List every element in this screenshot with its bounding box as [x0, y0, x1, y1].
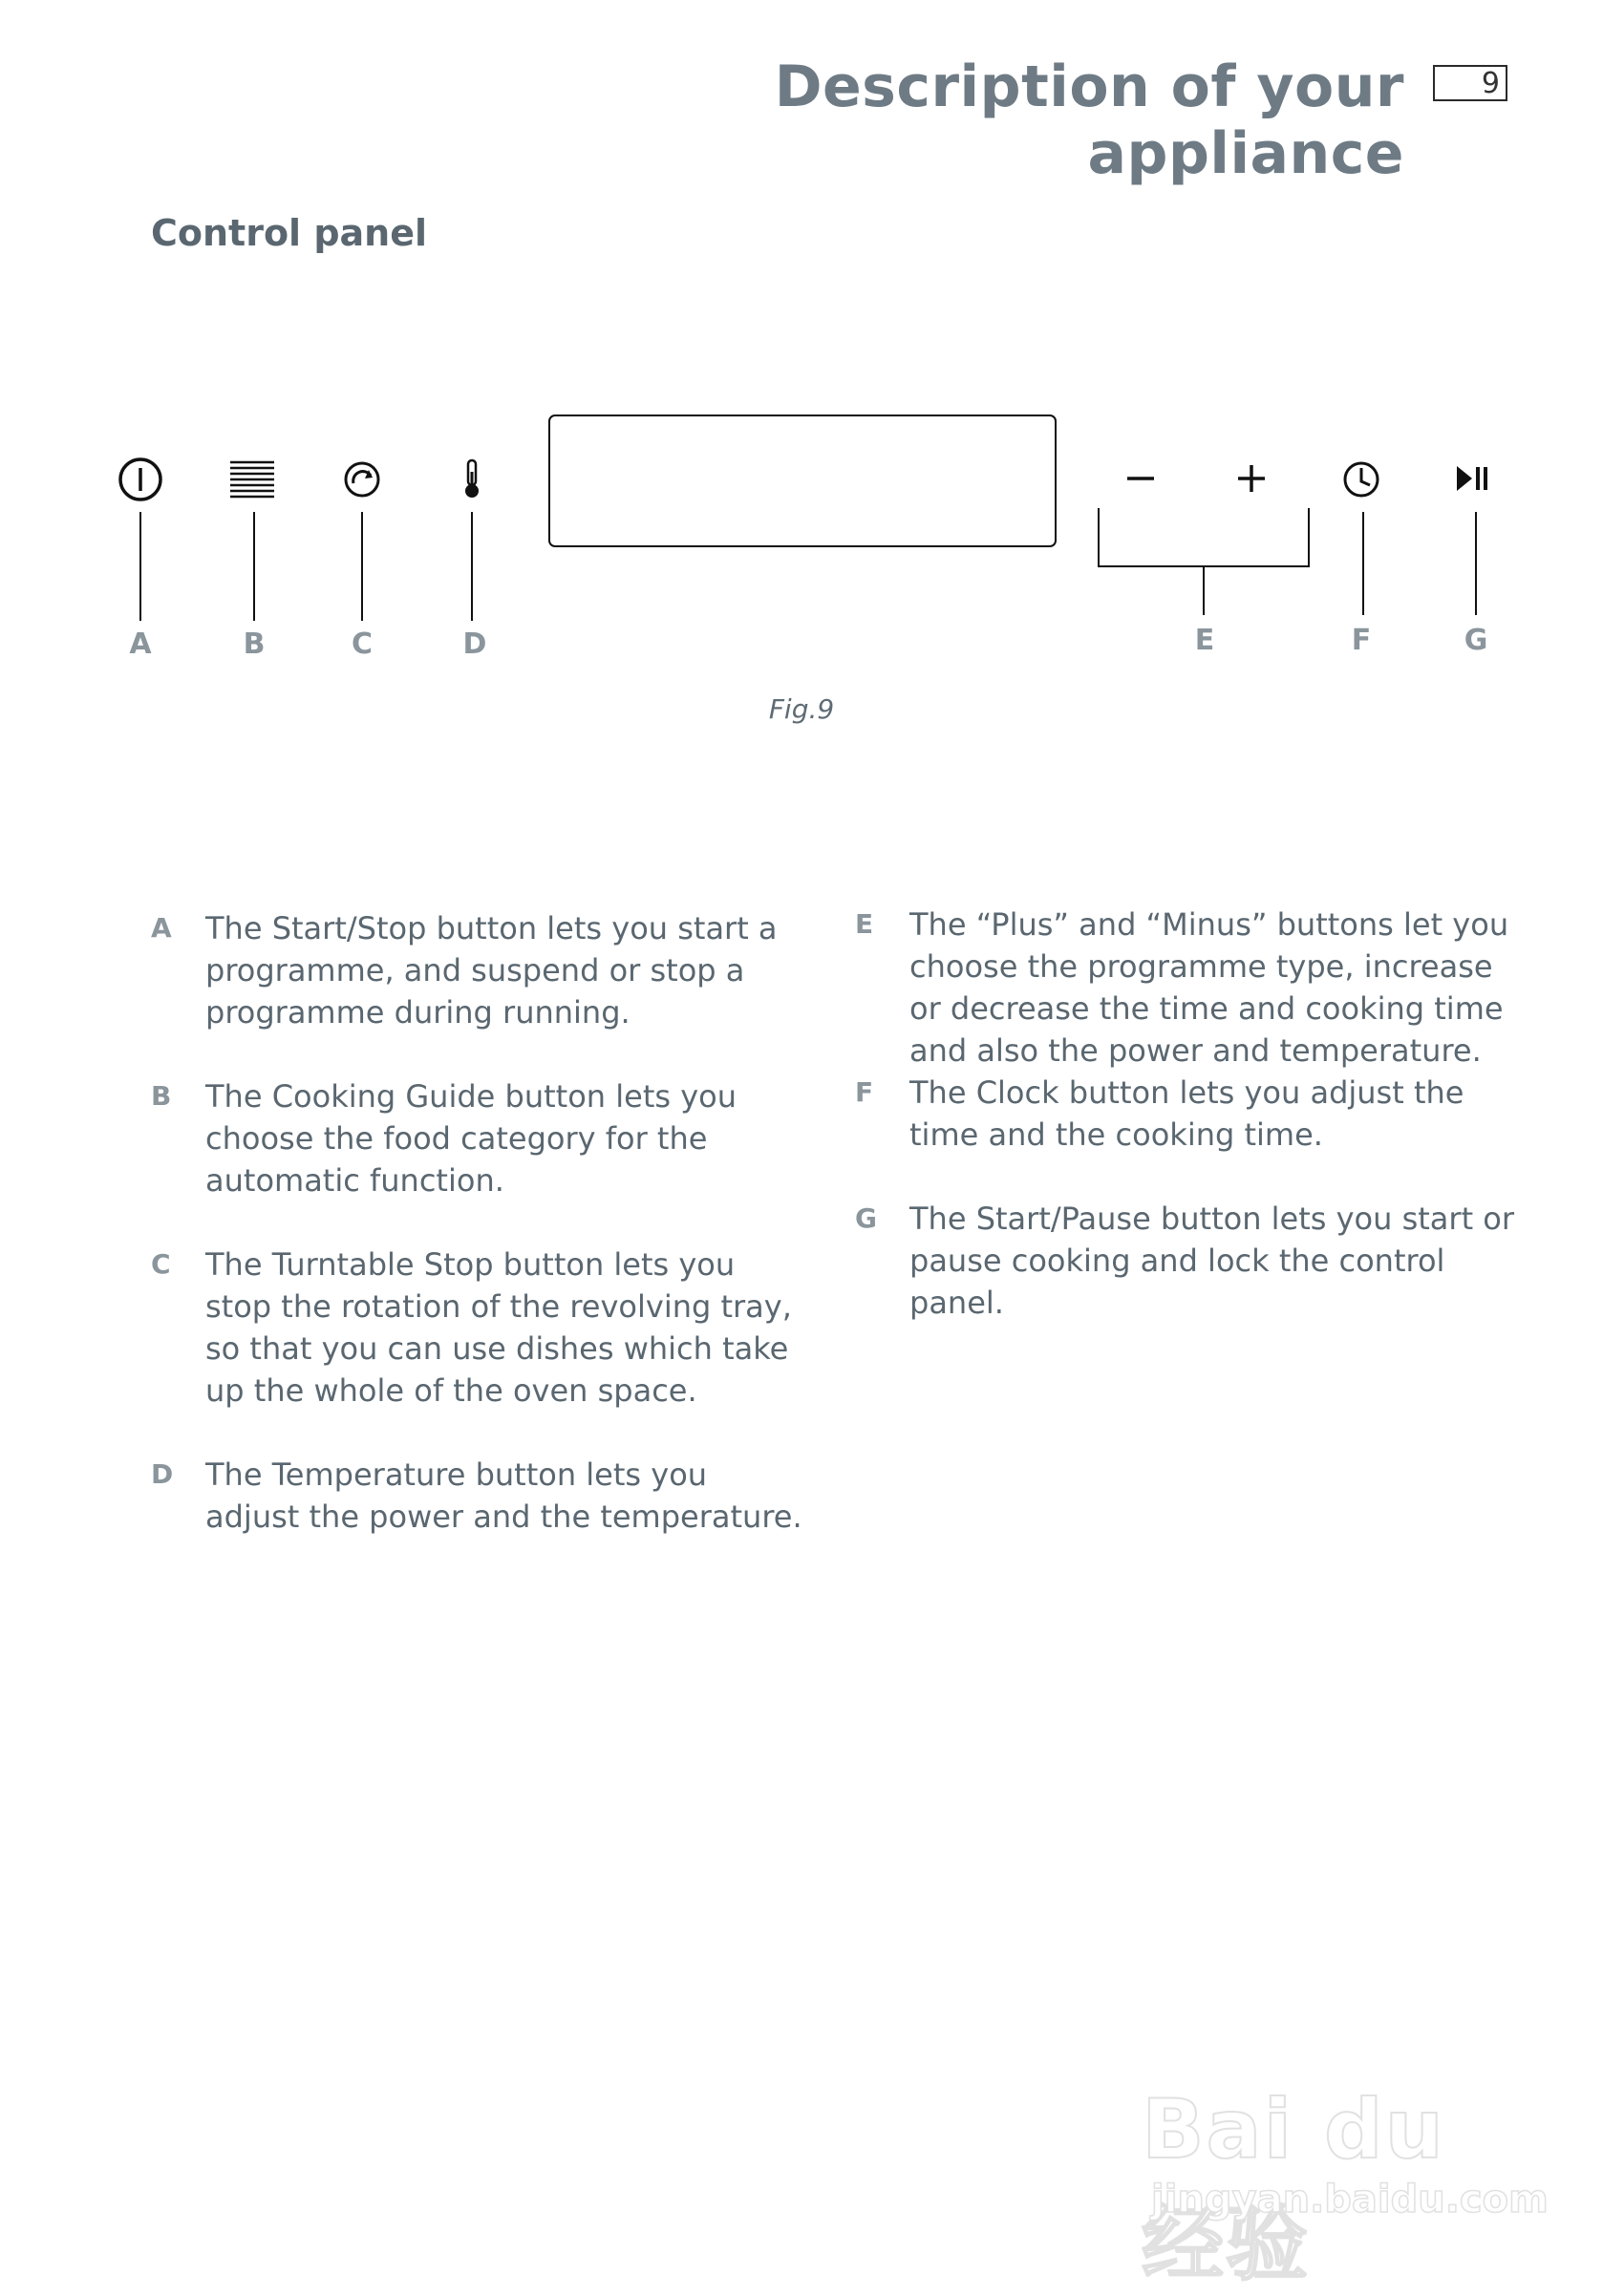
play-pause-icon: [1457, 466, 1487, 491]
label-a: A: [129, 627, 152, 661]
plus-icon: [1238, 465, 1265, 492]
label-d: D: [462, 627, 487, 661]
item-label: G: [855, 1202, 877, 1234]
item-text: The Cooking Guide button lets you choose the food category for the automatic function.: [205, 1078, 737, 1199]
power-icon: [120, 459, 160, 500]
item-text: The “Plus” and “Minus” buttons let you choose the programme type, increase or decrease the time and cooking time and also the power and temperature.: [909, 906, 1509, 1069]
item-label: D: [151, 1458, 174, 1490]
watermark-url: jingyan.baidu.com: [1151, 2178, 1549, 2222]
list-item: [855, 1198, 1533, 1324]
list-item: [151, 1454, 810, 1538]
item-label: C: [151, 1248, 171, 1280]
cooking-guide-icon: [230, 462, 274, 497]
watermark-brand: Bai du 经验: [1142, 2082, 1445, 2292]
thermometer-icon: [465, 460, 479, 498]
item-text: The Turntable Stop button lets you stop the rotation of the revolving tray, so that you can use dishes which take up the whole of the oven space.: [205, 1246, 792, 1409]
page-title: Description of your appliance: [774, 53, 1404, 187]
item-label: B: [151, 1080, 172, 1112]
bracket-e: [1099, 508, 1309, 566]
label-f: F: [1351, 624, 1372, 657]
item-label: F: [855, 1076, 874, 1108]
label-b: B: [243, 627, 266, 661]
page-number: 9: [1433, 65, 1507, 101]
list-item: [855, 1072, 1533, 1156]
control-panel-figure: [0, 392, 1603, 678]
list-item: [151, 907, 810, 1033]
item-label: A: [151, 912, 172, 944]
item-text: The Clock button lets you adjust the time and the cooking time.: [909, 1074, 1464, 1153]
baidu-watermark: [1132, 2034, 1549, 2292]
figure-caption: Fig.9: [768, 693, 835, 725]
display-window: [549, 415, 1056, 546]
description-column-right: [855, 904, 1533, 1366]
clock-icon: [1345, 463, 1378, 496]
description-column-left: [151, 907, 810, 1580]
turntable-icon: [346, 463, 378, 496]
list-item: [151, 1075, 810, 1201]
item-text: The Temperature button lets you adjust the power and the temperature.: [205, 1456, 802, 1535]
list-item: [151, 1244, 810, 1412]
item-text: The Start/Stop button lets you start a programme, and suspend or stop a programme during running.: [205, 910, 778, 1031]
label-g: G: [1464, 624, 1488, 657]
item-text: The Start/Pause button lets you start or pause cooking and lock the control panel.: [909, 1201, 1515, 1321]
label-c: C: [351, 627, 374, 661]
list-item: [855, 904, 1533, 1072]
section-heading: Control panel: [151, 212, 428, 254]
label-e: E: [1194, 624, 1215, 657]
item-label: E: [855, 908, 874, 940]
